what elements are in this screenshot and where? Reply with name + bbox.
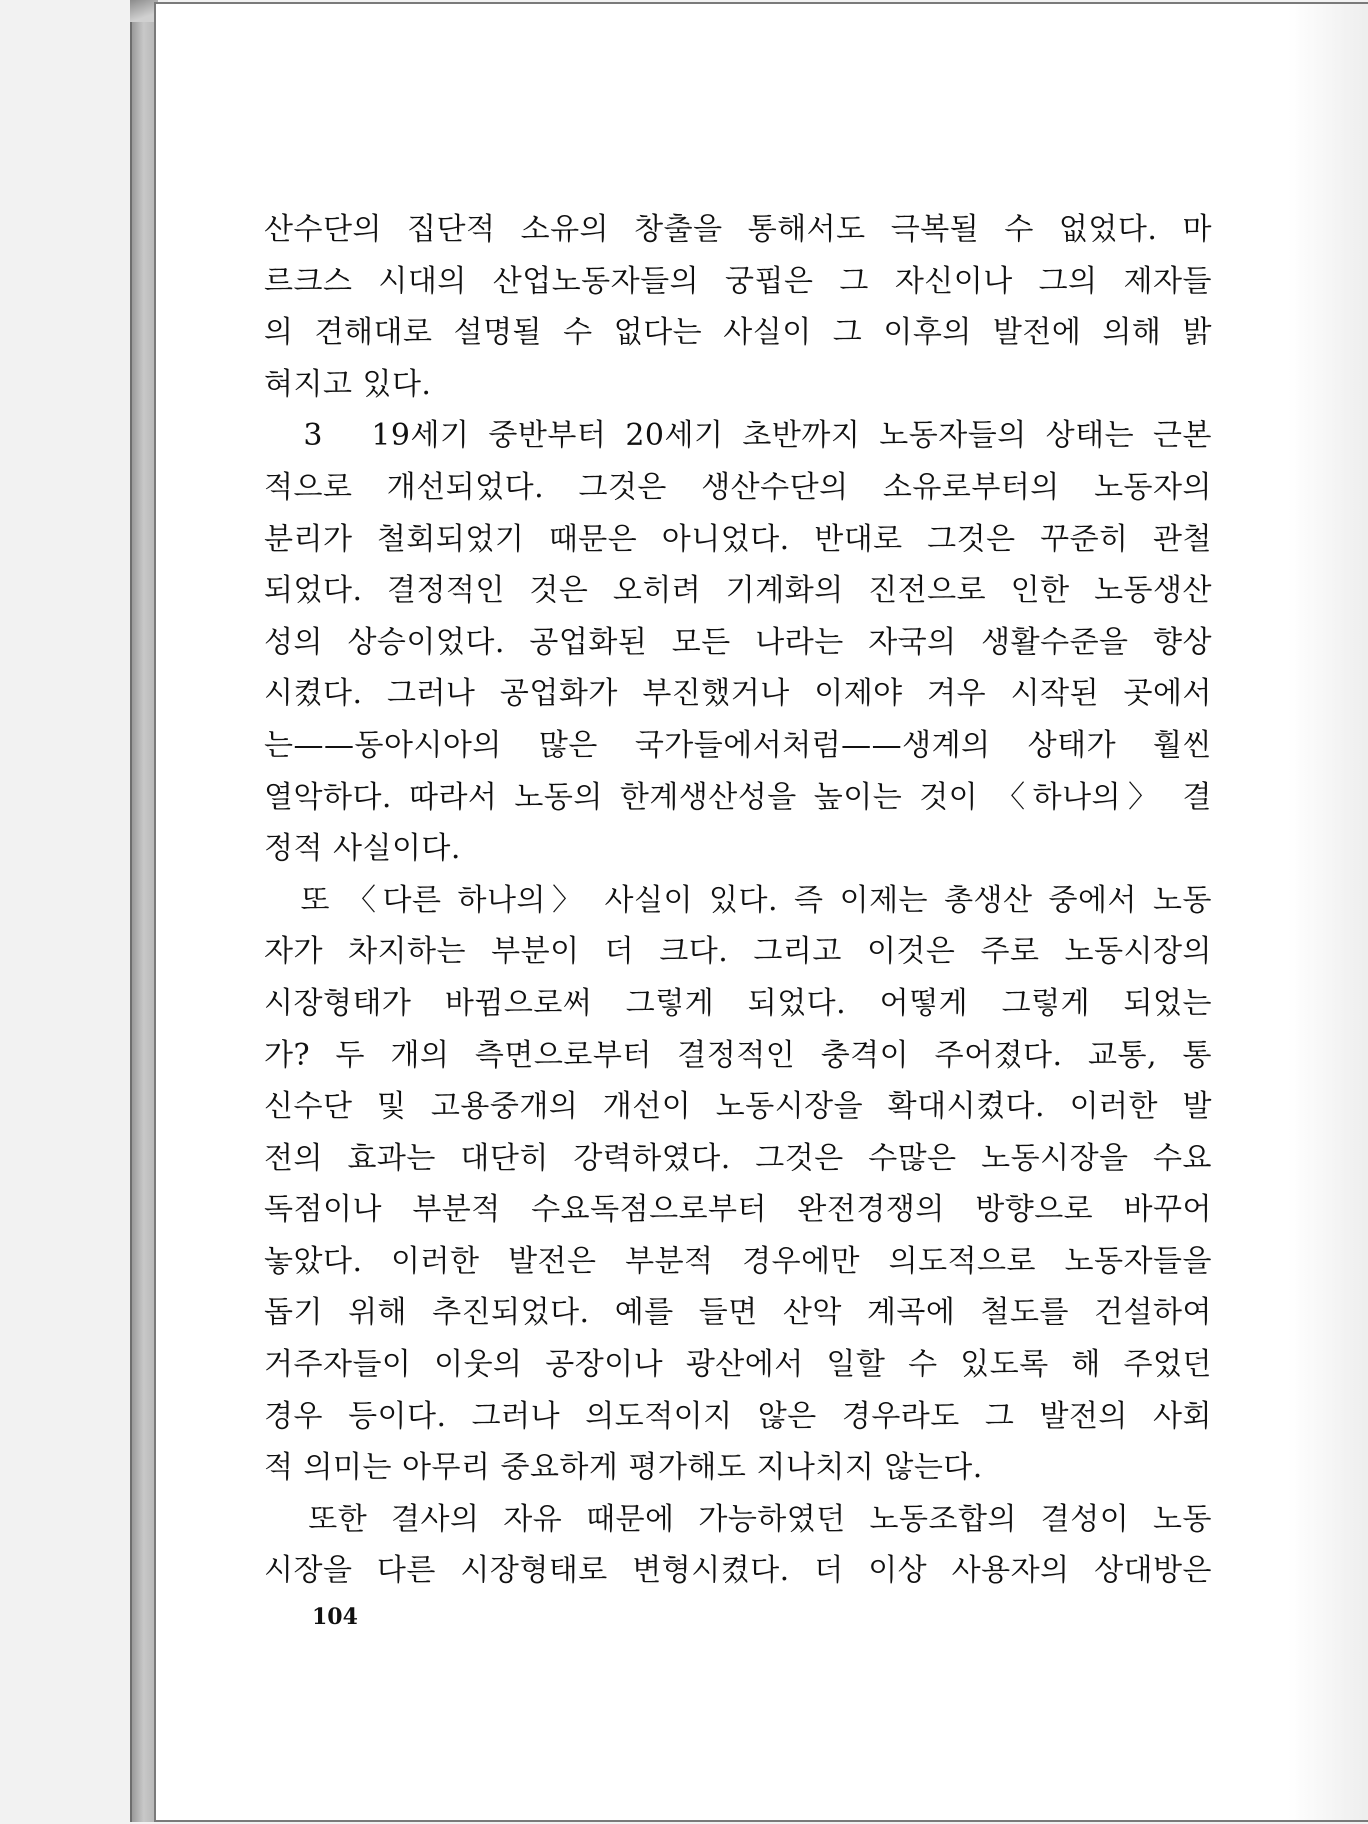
text-line: 신수단 및 고용중개의 개선이 노동시장을 확대시켰다. 이러한 발 bbox=[264, 1089, 1212, 1125]
page-number: 104 bbox=[312, 1604, 358, 1630]
text-line: 시켰다. 그러나 공업화가 부진했거나 이제야 겨우 시작된 곳에서 bbox=[264, 676, 1212, 712]
text-line: 의 견해대로 설명될 수 없다는 사실이 그 이후의 발전에 의해 밝 bbox=[264, 315, 1212, 351]
text-line: 혀지고 있다. bbox=[264, 366, 432, 402]
text-line: 르크스 시대의 산업노동자들의 궁핍은 그 자신이나 그의 제자들 bbox=[264, 263, 1212, 299]
page-edge-shadow bbox=[1288, 4, 1368, 1820]
text-line: 분리가 철회되었기 때문은 아니었다. 반대로 그것은 꾸준히 관철 bbox=[264, 521, 1212, 557]
text-line: 적으로 개선되었다. 그것은 생산수단의 소유로부터의 노동자의 bbox=[264, 469, 1212, 505]
text-line: 적 의미는 아무리 중요하게 평가해도 지나치지 않는다. bbox=[264, 1450, 983, 1486]
text-line: 거주자들이 이웃의 공장이나 광산에서 일할 수 있도록 해 주었던 bbox=[264, 1347, 1212, 1383]
body-text bbox=[264, 204, 1212, 1597]
text-line: 독점이나 부분적 수요독점으로부터 완전경쟁의 방향으로 바꾸어 bbox=[264, 1192, 1212, 1228]
text-line: 산수단의 집단적 소유의 창출을 통해서도 극복될 수 없었다. 마 bbox=[264, 212, 1212, 247]
text-line: 또 〈다른 하나의〉 사실이 있다. 즉 이제는 총생산 중에서 노동 bbox=[264, 882, 1212, 918]
text-line: 돕기 위해 추진되었다. 예를 들면 산악 계곡에 철도를 건설하여 bbox=[264, 1295, 1212, 1331]
text-line: 정적 사실이다. bbox=[264, 831, 461, 867]
text-line: 자가 차지하는 부분이 더 크다. 그리고 이것은 주로 노동시장의 bbox=[264, 934, 1212, 970]
text-line: 되었다. 결정적인 것은 오히려 기계화의 진전으로 인한 노동생산 bbox=[264, 573, 1212, 609]
text-line: 놓았다. 이러한 발전은 부분적 경우에만 의도적으로 노동자들을 bbox=[264, 1243, 1212, 1279]
text-line: 경우 등이다. 그러나 의도적이지 않은 경우라도 그 발전의 사회 bbox=[264, 1398, 1212, 1434]
text-line: 3 19세기 중반부터 20세기 초반까지 노동자들의 상태는 근본 bbox=[264, 418, 1212, 454]
text-line: 가? 두 개의 측면으로부터 결정적인 충격이 주어졌다. 교통, 통 bbox=[264, 1037, 1212, 1073]
text-line: 는——동아시아의 많은 국가들에서처럼——생계의 상태가 훨씬 bbox=[264, 727, 1212, 763]
text-line: 시장을 다른 시장형태로 변형시켰다. 더 이상 사용자의 상대방은 bbox=[264, 1553, 1212, 1589]
text-line: 또한 결사의 자유 때문에 가능하였던 노동조합의 결성이 노동 bbox=[264, 1501, 1212, 1537]
text-line: 열악하다. 따라서 노동의 한계생산성을 높이는 것이 〈하나의〉 결 bbox=[264, 779, 1212, 815]
text-line: 전의 효과는 대단히 강력하였다. 그것은 수많은 노동시장을 수요 bbox=[264, 1140, 1212, 1176]
text-line: 성의 상승이었다. 공업화된 모든 나라는 자국의 생활수준을 향상 bbox=[264, 624, 1212, 660]
text-line: 시장형태가 바뀜으로써 그렇게 되었다. 어떻게 그렇게 되었는 bbox=[264, 985, 1212, 1021]
